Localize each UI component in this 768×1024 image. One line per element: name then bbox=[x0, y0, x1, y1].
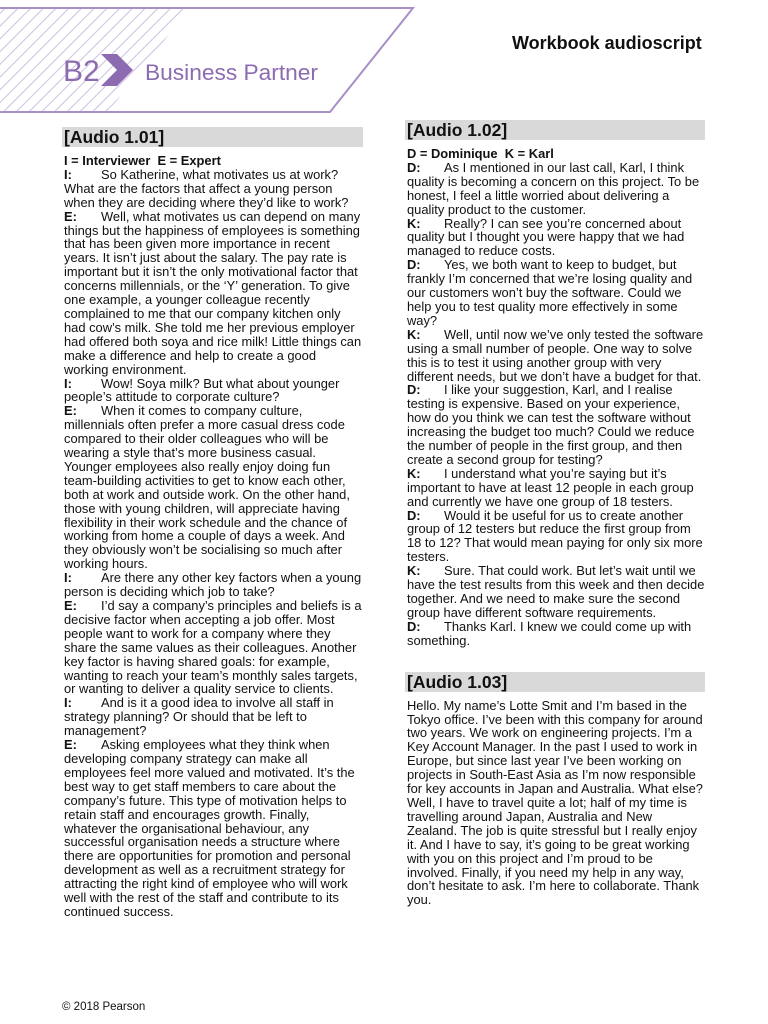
logo-brand: Business Partner bbox=[145, 60, 319, 85]
speaker-label: D: bbox=[407, 507, 421, 523]
speaker-label: I: bbox=[64, 166, 72, 182]
turn-text: Would it be useful for us to create another group of 12 testers but reduce the first group from 18 to 12? That would mean paying for only six more testers. bbox=[407, 507, 703, 565]
dialogue-turn bbox=[407, 509, 705, 565]
dialogue-turn bbox=[64, 377, 363, 405]
speaker-label: K: bbox=[407, 465, 421, 481]
speaker-label: K: bbox=[407, 563, 421, 579]
dialogue-turn bbox=[407, 383, 705, 466]
dialogue-turn bbox=[407, 564, 705, 620]
speaker-label: I: bbox=[64, 375, 72, 391]
turn-text: As I mentioned in our last call, Karl, I think quality is becoming a concern on this project. To be honest, I feel a little worried about delivering a quality product to the customer. bbox=[407, 159, 700, 217]
dialogue-turn bbox=[407, 217, 705, 259]
section-heading: [Audio 1.02] bbox=[405, 120, 705, 140]
transcript bbox=[405, 147, 705, 648]
header-banner bbox=[0, 0, 420, 116]
dialogue-turn bbox=[64, 696, 363, 738]
speaker-label: E: bbox=[64, 737, 77, 753]
section-heading: [Audio 1.03] bbox=[405, 672, 705, 692]
turn-text: When it comes to company culture, millennials often prefer a more casual dress code compared to their older colleagues who will be wearing a style that’s more business casual. Younger employees also really enjoy doing fun team-building activities to get to know each other, both at work and outside work. On the other hand, those with young children, will appreciate having flexibility in their work schedule and the chance of working from home a couple of days a week. And they obviously won’t be socialising so much after working hours. bbox=[64, 403, 350, 572]
speaker-label: D: bbox=[407, 257, 421, 273]
turn-text: So Katherine, what motivates us at work? What are the factors that affect a young person when they are deciding where they’d like to work? bbox=[64, 166, 349, 210]
speaker-key: I = Interviewer E = Expert bbox=[64, 153, 221, 168]
speaker-label: D: bbox=[407, 382, 421, 398]
dialogue-turn bbox=[407, 467, 705, 509]
dialogue-turn bbox=[64, 210, 363, 377]
speaker-label: K: bbox=[407, 326, 421, 342]
logo-level: B2 bbox=[63, 55, 100, 88]
turn-text: Well, until now we’ve only tested the software using a small number of people. One way to solve this is to test it using another group with very different needs, but we don’t have a budget for that. bbox=[407, 326, 704, 384]
dialogue-turn bbox=[407, 161, 705, 217]
speaker-label: E: bbox=[64, 208, 77, 224]
turn-text: I understand what you’re saying but it’s important to have at least 12 people in each group and currently we have one group of 18 testers. bbox=[407, 465, 694, 509]
dialogue-turn bbox=[407, 328, 705, 384]
turn-text: Yes, we both want to keep to budget, but frankly I’m concerned that we’re losing quality and our customers won’t buy the software. Could we help you to test quality more effectively in some way? bbox=[407, 257, 693, 328]
turn-text: Well, what motivates us can depend on many things but the happiness of employees is something that has been given more importance in recent years. It isn’t just about the salary. The pay rate is important but it isn’t the only motivational factor that concerns millennials, or the ‘Y’ generation. To give one example, a younger colleague recently complained to me that our company kitchen only had cow’s milk. She told me her previous employer had offered both soya and rice milk! Little things can make a difference and help to create a good working environment. bbox=[64, 208, 362, 377]
turn-text: Are there any other key factors when a young person is deciding which job to take? bbox=[64, 570, 362, 600]
speaker-label: I: bbox=[64, 695, 72, 711]
speaker-label: E: bbox=[64, 403, 77, 419]
turn-text: I like your suggestion, Karl, and I realise testing is expensive. Based on your experience, how do you think we can test the software without increasing the budget too much? Could we reduce the number of people in the first group, and then create a second group for testing? bbox=[407, 382, 695, 467]
speaker-label: D: bbox=[407, 159, 421, 175]
dialogue-turn bbox=[407, 258, 705, 328]
turn-text: Sure. That could work. But let’s wait until we have the test results from this week and then decide together. And we need to make sure the second group have different software requirements. bbox=[407, 563, 705, 620]
audio-1-03-section bbox=[405, 672, 705, 908]
turn-text: Really? I can see you’re concerned about quality but I thought you were happy that we had managed to reduce costs. bbox=[407, 215, 685, 259]
copyright-footer: © 2018 Pearson bbox=[62, 1001, 146, 1013]
turn-text: Thanks Karl. I knew we could come up with something. bbox=[407, 618, 692, 648]
speaker-key: D = Dominique K = Karl bbox=[407, 146, 554, 161]
audio-1-02-section bbox=[405, 120, 705, 648]
section-heading: [Audio 1.01] bbox=[62, 127, 363, 147]
dialogue-turn bbox=[64, 168, 363, 210]
turn-text: Wow! Soya milk? But what about younger people’s attitude to corporate culture? bbox=[64, 375, 340, 405]
document-title: Workbook audioscript bbox=[512, 33, 702, 53]
turn-text: Asking employees what they think when developing company strategy can make all employees feel more valued and motivated. It’s the best way to get staff members to care about the company’s future. This type of motivation helps to retain staff and encourages growth. Finally, whatever the organisational behaviour, any successful organisation needs a structure where there are opportunities for promotion and personal development as well as a recruitment strategy for attracting the right kind of employee who will work well with the rest of the staff and contribute to its continued success. bbox=[64, 737, 355, 919]
dialogue-turn bbox=[64, 738, 363, 919]
dialogue-turn bbox=[64, 404, 363, 571]
dialogue-turn bbox=[64, 571, 363, 599]
transcript bbox=[62, 154, 363, 919]
monologue-text: Hello. My name’s Lotte Smit and I’m based in the Tokyo office. I’ve been with this company for around two years. We work on engineering projects. I’m a Key Account Manager. In the past I used to work in Europe, but since last year I’ve been working on projects in South-East Asia as I’m now responsible for key accounts in Japan and Australia. What else? Well, I have to travel quite a lot; half of my time is travelling around Japan, Australia and New Zealand. The job is quite stressful but I really enjoy it. And I have to say, it’s going to be great working with you on this project and I’m proud to be involved. Finally, if you need my help in any way, don’t hesitate to ask. I’m here to collaborate. Thank you. bbox=[407, 697, 703, 908]
right-column bbox=[405, 120, 705, 907]
speaker-label: I: bbox=[64, 570, 72, 586]
audio-1-01-section bbox=[62, 127, 363, 919]
turn-text: And is it a good idea to involve all staff in strategy planning? Or should that be left to management? bbox=[64, 695, 334, 739]
speaker-label: D: bbox=[407, 618, 421, 634]
speaker-label: K: bbox=[407, 215, 421, 231]
dialogue-turn bbox=[64, 599, 363, 696]
turn-text: I’d say a company’s principles and beliefs is a decisive factor when accepting a job offer. Most people want to work for a company where they share the same values as their colleagues. Another key factor is having shared goals: for example, wanting to reach your team’s monthly sales targets, or wanting to deliver a quality service to clients. bbox=[64, 598, 362, 697]
speaker-label: E: bbox=[64, 598, 77, 613]
dialogue-turn bbox=[407, 620, 705, 648]
